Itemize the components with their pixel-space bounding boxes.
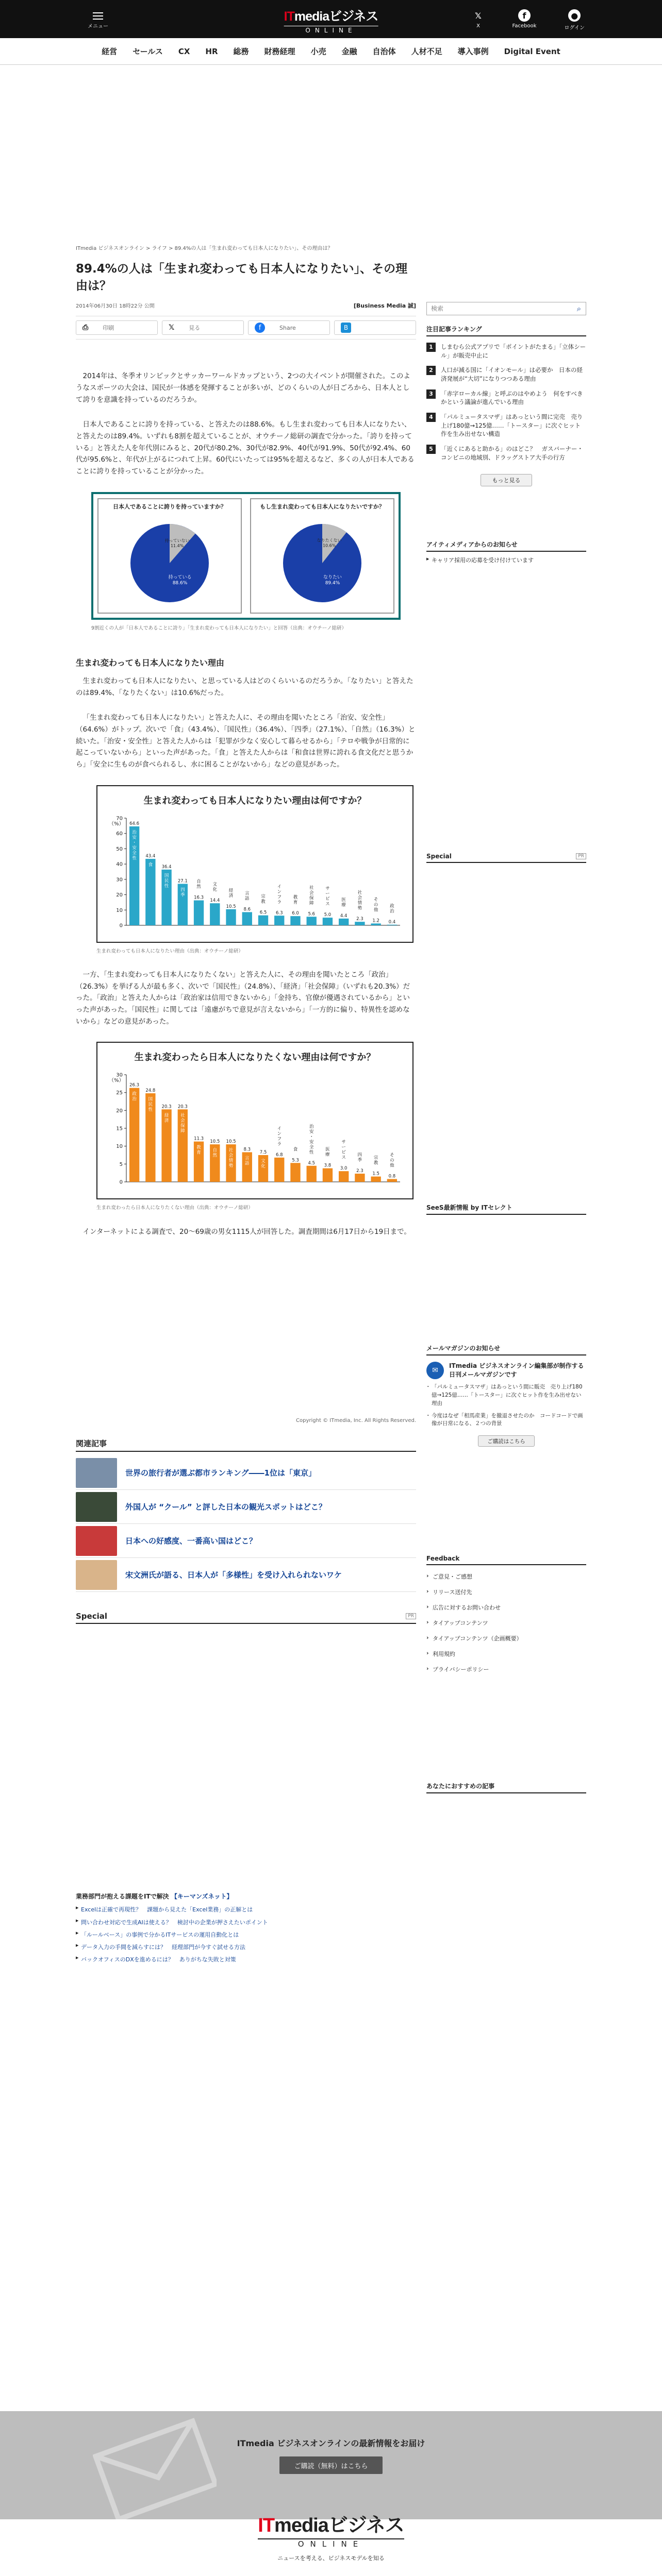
mailmag-entry[interactable]: ・ 「パルミュータスマザ」はあっという間に販売 売り上げ180億→125億……「トースター」に次ぐヒット作を生み出せない理由 — [426, 1383, 586, 1408]
recommend-heading: あなたにおすすめの記事 — [426, 1782, 586, 1793]
pie-question: もし生まれ変わっても日本人になりたいですか？ — [260, 503, 385, 510]
ranking-number: 2 — [426, 366, 436, 375]
ranking-item[interactable] — [426, 343, 586, 360]
feedback-link[interactable]: › リリース送付先 — [426, 1588, 586, 1596]
account-label: ログイン — [564, 25, 585, 31]
chart-title: 生まれ変わったら日本人になりたくない理由は何ですか？ — [134, 1052, 376, 1063]
search-box — [426, 302, 586, 315]
ranking-number: 3 — [426, 389, 436, 399]
ranking-item[interactable] — [426, 389, 586, 406]
category-label: 経済 — [228, 888, 234, 899]
bar — [194, 900, 204, 925]
nav-item[interactable]: HR — [205, 46, 218, 56]
search-icon[interactable]: ⌕ — [576, 304, 582, 313]
ranking-title: しまむら公式アプリで「ポイントがたまる」「立体シール」が販売中止に — [441, 343, 586, 359]
y-tick-label: 50 — [116, 846, 123, 852]
notice-link[interactable]: ▶ キャリア採用の応募を受け付けています — [426, 556, 586, 564]
bar-value-label: 2.3 — [356, 916, 363, 922]
bar-value-label: 3.0 — [340, 1166, 347, 1172]
solution-heading-a: 業務部門が抱える課題をITで解決 — [76, 1893, 169, 1901]
y-tick-label: 30 — [116, 877, 123, 883]
category-label: 言語 — [245, 891, 250, 902]
pie-value-yes: 88.6% — [172, 580, 188, 586]
related-item[interactable] — [76, 1490, 416, 1524]
mailmag-item — [426, 1362, 586, 1379]
x-icon: 𝕏 — [475, 10, 482, 21]
y-tick-label: 70 — [116, 816, 123, 822]
special-heading — [76, 1612, 416, 1624]
mail-band-text: ITmedia ビジネスオンラインの最新情報をお届け — [237, 2438, 425, 2448]
category-label: 社会情勢 — [357, 890, 362, 911]
subscribe-button[interactable]: ご購読（無料）はこちら — [279, 2456, 383, 2474]
sidebar — [426, 65, 586, 1793]
bar — [355, 1174, 365, 1182]
bar-value-label: 20.3 — [161, 1104, 172, 1110]
hatena-share-button[interactable] — [334, 320, 416, 335]
chart-title: 生まれ変わっても日本人になりたい理由は何ですか？ — [143, 795, 367, 806]
bar — [290, 1163, 300, 1182]
nav-item[interactable]: 財務経理 — [264, 47, 295, 56]
bar — [355, 922, 365, 925]
category-label: 文化 — [212, 882, 218, 892]
solution-link[interactable]: ▶ データ入力の手間を減らすには？ 経理部門が今すぐ試せる方法 — [76, 1941, 416, 1954]
footer-logo-area — [0, 2509, 662, 2576]
ranking-heading: 注目記事ランキング — [426, 325, 586, 336]
ranking-number: 1 — [426, 343, 436, 352]
bar-chart-1-svg — [106, 807, 404, 936]
facebook-label: Facebook — [512, 23, 537, 29]
category-label: 社会情勢 — [228, 1148, 234, 1169]
solution-link[interactable]: ▶ 問い合わせ対応で生成AIは使える？ 検討中の企業が押さえたいポイント — [76, 1917, 416, 1929]
bar-value-label: 8.3 — [243, 1147, 251, 1153]
feedback-link[interactable]: › 広告に対するお問い合わせ — [426, 1603, 586, 1612]
pie-chart-svg — [258, 519, 387, 606]
mailmag-heading: メールマガジンのお知らせ — [426, 1344, 586, 1355]
footer-logo-online: ONLINE — [258, 2538, 404, 2549]
share-bar — [76, 316, 416, 340]
negative-paragraphs — [76, 969, 416, 1027]
solution-heading-b: 【キーマンズネット】 — [171, 1893, 233, 1901]
bar-value-label: 8.6 — [243, 907, 251, 912]
bar-value-label: 1.5 — [372, 1171, 379, 1177]
ranking-title: 「近くにあると助かる」のはどこ？ ガスバーナー・コンビニの地域別、ドラッグストア大手の行方 — [441, 445, 583, 461]
site-logo[interactable] — [284, 6, 378, 34]
y-tick-label: 40 — [116, 861, 123, 868]
y-tick-label: 20 — [116, 892, 123, 898]
bar-value-label: 5.6 — [308, 911, 315, 917]
related-thumbnail — [76, 1458, 117, 1488]
sidebar-special-title: Special — [426, 853, 452, 860]
bar-value-label: 4.4 — [340, 913, 347, 919]
survey-paragraph — [76, 1226, 416, 1238]
bar — [290, 916, 300, 925]
bar-chart-2-svg — [106, 1063, 404, 1192]
bar — [145, 859, 155, 925]
category-label: 四季 — [180, 887, 185, 898]
pie-value-yes: 89.4% — [325, 580, 340, 586]
solution-link[interactable]: ▶ 「ルールベース」の事例で分かるITサービスの運用自動化とは — [76, 1929, 416, 1941]
pie-value-no: 10.6% — [322, 543, 336, 548]
feedback-link[interactable]: › ご意見・ご感想 — [426, 1572, 586, 1581]
bar-value-label: 26.3 — [129, 1082, 140, 1088]
pie-value-no: 11.4% — [170, 543, 184, 548]
y-tick-label: 5 — [119, 1162, 123, 1168]
related-title: 外国人が “クール” と評した日本の観光スポットはどこ？ — [125, 1502, 326, 1512]
nav-item[interactable]: Digital Event — [504, 46, 560, 56]
mailmag-list — [426, 1383, 586, 1428]
nav-item[interactable]: 人材不足 — [411, 47, 442, 56]
intro-paragraphs — [76, 370, 416, 477]
body-paragraph: 2014年は、冬季オリンピックとサッカーワールドカップという、2つの大イベントが開催された。このようなスポーツの大会は、国民が一体感を発揮することが多いが、どのくらいの人が日ごろから、日本人として誇りを意識を持っているのだろうか。 — [76, 372, 410, 404]
sidebar-special-heading — [426, 853, 586, 863]
category-label: 教育 — [293, 894, 298, 905]
logo-online: ONLINE — [284, 26, 378, 34]
user-icon: ● — [568, 9, 581, 22]
ranking-title: 「赤字ローカル線」と呼ぶのはやめよう 何をすべきかという議論が進んでいる理由 — [441, 389, 583, 406]
menu-button[interactable] — [88, 10, 108, 29]
category-label: 政治 — [390, 903, 394, 914]
copyright: Copyright © ITmedia, Inc. All Rights Reserved. — [296, 1418, 416, 1424]
more-button[interactable]: もっと見る — [481, 474, 532, 486]
bar-caption-2: 生まれ変わったら日本人になりたくない理由（出典：オウチーノ総研） — [96, 1205, 253, 1211]
nav-item[interactable]: セールス — [133, 47, 163, 56]
category-label: 言語 — [245, 1156, 250, 1166]
bar-figure-2 — [96, 1042, 413, 1211]
pie-caption: 9割近くの人が「日本人であることに誇り」「生まれ変わっても日本人になりたい」と回答（出典：オウチーノ総研） — [91, 625, 347, 631]
related-title: 世界の旅行者が選ぶ都市ランキング――1位は「東京」 — [125, 1468, 316, 1478]
feedback-heading: Feedback — [426, 1555, 586, 1565]
bar — [274, 1158, 284, 1182]
related-title: 宋文洲氏が語る、日本人が「多様性」を受け入れられないワケ — [125, 1570, 342, 1580]
bar — [307, 1166, 317, 1182]
bar — [371, 1177, 380, 1182]
x-share-button[interactable] — [162, 320, 244, 335]
nav-item[interactable]: 金融 — [341, 47, 357, 56]
logo-rest: mediaビジネス — [294, 9, 378, 24]
bar — [339, 919, 349, 925]
category-label: 国民性 — [148, 1097, 153, 1113]
print-label: 印刷 — [103, 325, 114, 332]
bar — [258, 915, 268, 925]
footer-logo-prefix: IT — [258, 2515, 275, 2536]
bar-value-label: 10.5 — [226, 1139, 236, 1145]
pie-chart-box — [91, 492, 401, 620]
category-label: その他 — [390, 1153, 394, 1168]
ranking-item[interactable] — [426, 445, 586, 462]
ranking-title: 「パルミュータスマザ」はあっという間に完売 売り上げ180億→125億……「トースター」に次ぐヒット作を生み出せない構造 — [441, 413, 583, 438]
nav-item[interactable]: 総務 — [233, 47, 249, 56]
category-label: 食 — [293, 1147, 298, 1153]
y-tick-label: 15 — [116, 1126, 123, 1132]
facebook-link[interactable] — [512, 9, 537, 31]
footer-logo-rest: mediaビジネス — [274, 2515, 404, 2536]
facebook-share-label: Share — [279, 324, 296, 331]
bar — [323, 918, 333, 925]
feedback-link[interactable]: › タイアップコンテンツ — [426, 1619, 586, 1627]
pie-figure — [91, 492, 401, 632]
related-item[interactable] — [76, 1558, 416, 1592]
print-icon: ⎙ — [82, 324, 89, 332]
category-label: 経済 — [164, 1113, 169, 1124]
related-thumbnail — [76, 1492, 117, 1522]
mailmag-entry[interactable]: ・ 今度はなぜ「相馬産業」を撤退させたのか コードコードで画像が日常になる、２つの背景 — [426, 1412, 586, 1429]
logo-prefix: IT — [284, 9, 294, 24]
bar-value-label: 6.5 — [259, 910, 267, 916]
category-label: 宗教 — [261, 894, 266, 905]
bar-value-label: 0.4 — [388, 919, 396, 925]
feedback-link[interactable]: › プライバシーポリシー — [426, 1665, 586, 1673]
bar-value-label: 14.4 — [210, 897, 220, 903]
register-button[interactable]: ご購読はこちら — [478, 1435, 535, 1447]
main-column — [76, 65, 416, 1966]
bar — [226, 909, 236, 925]
y-tick-label: 0 — [119, 923, 123, 929]
ranking-title: 人口が減る国に「イオンモール」は必要か 日本の経済発展が“大切”になりつつある理由 — [441, 366, 583, 383]
category-label: その他 — [373, 897, 378, 913]
menu-label: メニュー — [88, 24, 108, 29]
bar — [387, 924, 397, 925]
facebook-icon: f — [518, 9, 531, 22]
hatena-icon: B — [341, 323, 351, 333]
publish-date: 2014年06月30日 18時22分 公開 — [76, 303, 155, 310]
related-thumbnail — [76, 1526, 117, 1556]
y-tick-label: 10 — [116, 1144, 123, 1150]
footer-tagline: ニュースを考える、ビジネスモデルを知る — [277, 2555, 385, 2562]
y-tick-label: 20 — [116, 1108, 123, 1114]
ranking-list — [426, 343, 586, 462]
bar — [242, 912, 252, 925]
article-source: [Business Media 誠] — [353, 302, 416, 310]
pie-label-yes: なりたい — [323, 574, 342, 580]
pie-panel — [97, 498, 242, 614]
x-link[interactable] — [472, 9, 485, 31]
category-label: 社会保障 — [180, 1113, 185, 1134]
footer-logo[interactable] — [258, 2509, 404, 2549]
related-thumbnail — [76, 1560, 117, 1590]
mail-band — [0, 2411, 662, 2519]
bar-value-label: 16.3 — [194, 895, 204, 901]
bar — [129, 1088, 139, 1182]
bar-value-label: 5.0 — [324, 912, 332, 918]
y-tick-label: 25 — [116, 1090, 123, 1096]
category-label: インフラ — [277, 884, 282, 905]
bar-value-label: 7.5 — [259, 1150, 267, 1156]
related-item[interactable] — [76, 1524, 416, 1558]
nav-item[interactable]: 経営 — [102, 47, 118, 56]
ranking-number: 5 — [426, 445, 436, 454]
mailmag-title: ITmedia ビジネスオンライン編集部が制作する日刊メールマガジンです — [449, 1362, 584, 1379]
bar-value-label: 20.3 — [177, 1104, 188, 1110]
solution-heading — [76, 1892, 416, 1901]
bar-value-label: 4.5 — [308, 1161, 315, 1166]
category-label: 治安・安全性 — [132, 829, 137, 861]
hamburger-icon — [93, 12, 103, 20]
sees-heading: SeeS最新情報 by ITセレクト — [426, 1203, 586, 1215]
solution-link[interactable]: ▶ バックオフィスのDXを進めるには？ ありがちな失敗と対策 — [76, 1954, 416, 1966]
related-title: 日本への好感度、一番高い国はどこ？ — [125, 1536, 257, 1546]
bar-value-label: 10.5 — [210, 1139, 220, 1145]
bar-value-label: 27.1 — [177, 878, 188, 884]
category-label: インフラ — [277, 1126, 282, 1147]
top-bar — [0, 0, 662, 38]
bar-value-label: 36.4 — [161, 864, 172, 870]
related-list — [76, 1456, 416, 1592]
bar-chart-1 — [96, 785, 413, 943]
body-paragraph: 「生まれ変わっても日本人になりたい」と答えた人に、その理由を聞いたところ「治安、安全性」（64.6%）がトップ。次いで「食」（43.4%）、「国民性」（36.4%）、「四季」（27.1%）、「自然」（16.3%）と続いた。「治安・安全性」と答えた人からは「犯罪が少なく安心して暮らせるから」「テロや戦争が日常的に起こっていないから」といった声があった。「食」と答えた人からは「和食は世界に誇れる食文化だと思うから」「安全に生ものが食べられるし、水に困ることがないから」などの意見があった。 — [76, 714, 416, 769]
bar-value-label: 0.8 — [388, 1174, 396, 1179]
bar-value-label: 3.8 — [324, 1163, 332, 1168]
special-title: Special — [76, 1612, 108, 1621]
article-meta — [76, 301, 416, 310]
category-label: 四季 — [357, 1153, 362, 1163]
bar-value-label: 2.3 — [356, 1168, 363, 1174]
article-title: 89.4%の人は「生まれ変わっても日本人になりたい」、その理由は？ — [76, 262, 408, 293]
category-label: 自然 — [196, 879, 201, 890]
bar-value-label: 1.2 — [372, 918, 379, 924]
bar-value-label: 6.3 — [275, 910, 283, 916]
y-tick-label: 30 — [116, 1072, 123, 1078]
bar-value-label: 11.3 — [194, 1136, 204, 1142]
bar-chart-2 — [96, 1042, 413, 1199]
x-icon: 𝕏 — [169, 324, 175, 332]
bar — [210, 903, 220, 925]
ranking-item[interactable] — [426, 413, 586, 438]
mail-icon: ✉ — [426, 1362, 444, 1379]
bar — [371, 923, 380, 925]
solution-link[interactable]: ▶ Excelは正確で再現性？ 課題から見えた「Excel業務」の正解とは — [76, 1904, 416, 1916]
category-label: 自然 — [212, 1148, 218, 1159]
related-item[interactable] — [76, 1456, 416, 1490]
bar-value-label: 43.4 — [145, 853, 156, 859]
category-label: 宗教 — [373, 1155, 378, 1166]
facebook-icon: f — [255, 323, 265, 333]
bar-value-label: 10.5 — [226, 904, 236, 909]
body-paragraph: 一方、「生まれ変わっても日本人になりたくない」と答えた人に、その理由を聞いたところ「政治」（26.3%）を挙げる人が最も多く、次いで「国民性」（24.8%）、「経済」「社会保障」（いずれも20.3%）だった。「政治」と答えた人からは「政治家は信用できないから」「金持ち、官僚が優遇されているから」といった声があった。「国民性」に関しては「遠慮がちで意見が言えないから」「一方的に偏り、特異性を認めないから」などの意見があった。 — [76, 970, 410, 1026]
print-button[interactable] — [76, 320, 158, 335]
envelope-icon — [93, 2411, 217, 2519]
facebook-share-button[interactable] — [248, 320, 330, 335]
ranking-item[interactable] — [426, 366, 586, 383]
feedback-link[interactable]: › タイアップコンテンツ（企画概要） — [426, 1634, 586, 1642]
category-label: サービス — [325, 886, 330, 907]
bar — [307, 917, 317, 925]
category-label: 社会保障 — [309, 885, 314, 906]
solution-list — [76, 1904, 416, 1966]
bar-value-label: 24.8 — [145, 1088, 156, 1094]
pr-badge: PR — [576, 853, 586, 859]
section-heading: 生まれ変わっても日本人になりたい理由 — [76, 657, 224, 668]
bar-value-label: 5.3 — [292, 1158, 299, 1163]
nav-item[interactable]: 自治体 — [372, 47, 396, 56]
related-heading: 関連記事 — [76, 1438, 416, 1452]
pr-badge: PR — [406, 1613, 416, 1619]
feedback-list — [426, 1572, 586, 1673]
y-axis-label: （%） — [109, 821, 124, 827]
category-label: 食 — [148, 862, 153, 868]
category-label: 政治 — [132, 1091, 137, 1102]
bar — [387, 1179, 397, 1182]
y-tick-label: 10 — [116, 907, 123, 913]
y-tick-label: 0 — [119, 1179, 123, 1185]
bar — [323, 1168, 333, 1182]
pie-label-no: なりたくない — [317, 538, 342, 543]
nav-item[interactable]: 小売 — [310, 47, 326, 56]
bar-caption-1: 生まれ変わっても日本人になりたい理由（出典：オウチーノ総研） — [96, 948, 243, 954]
nav-item[interactable]: 導入事例 — [457, 47, 489, 56]
x-label: X — [476, 23, 480, 29]
body-paragraph: 日本人であることに誇りを持っている、と答えたのは88.6%。もし生まれ変わっても日本人になりたい、と答えたのは89.4%。いずれも8割を超えていることが、オウチーノ総研の調査で分かった。「誇りを持っている」と答えた人を年代別にみると、20代が80.2%、30代が82.9%、40代が91.9%、50代が92.4%、60代が95.6%と、年代が上がるにつれて上昇。60代にいたっては95%を超えるなど、多くの人が日本人であることに誇りを持っていることが分かった。 — [76, 420, 415, 476]
breadcrumb[interactable]: ITmedia ビジネスオンライン > ライフ > 89.4%の人は「生まれ変わっても日本人になりたい」、その理由は？ — [76, 246, 333, 251]
bar-value-label: 6.8 — [275, 1153, 283, 1158]
bar — [339, 1172, 349, 1182]
bar-figure-1 — [96, 785, 413, 955]
notice-heading: アイティメディアからのお知らせ — [426, 540, 586, 552]
reasons-paragraphs — [76, 675, 416, 771]
category-label: 治安・安全性 — [309, 1124, 314, 1156]
pie-chart-svg — [105, 519, 234, 606]
x-share-label: 見る — [189, 325, 201, 332]
nav-item[interactable]: CX — [178, 46, 190, 56]
pie-label-yes: 持っている — [168, 574, 192, 580]
category-label: サービス — [341, 1140, 346, 1161]
body-paragraph: インターネットによる調査で、20〜69歳の男女1115人が回答した。調査期間は6月17日から19日まで。 — [82, 1227, 411, 1236]
pie-panel — [250, 498, 394, 614]
pie-label-no: 持っていない — [164, 538, 190, 543]
category-label: 医療 — [325, 1147, 330, 1158]
category-label: 国民性 — [164, 873, 169, 889]
bar-value-label: 6.0 — [292, 910, 299, 916]
y-tick-label: 60 — [116, 831, 123, 837]
category-label: 教育 — [196, 1145, 201, 1156]
solution-block — [76, 1892, 416, 1966]
body-paragraph: 生まれ変わっても日本人になりたい、と思っている人はどのくらいいるのだろうか。「なりたい」と答えたのは89.4%、「なりたくない」は10.6%だった。 — [76, 676, 413, 697]
feedback-link[interactable]: › 利用規約 — [426, 1650, 586, 1658]
ranking-number: 4 — [426, 413, 436, 422]
category-label: 医療 — [341, 897, 346, 908]
account-link[interactable] — [565, 9, 585, 31]
pie-question: 日本人であることに誇りを持っていますか？ — [113, 503, 226, 510]
bar-value-label: 64.6 — [129, 821, 140, 826]
bar — [274, 916, 284, 925]
search-input[interactable] — [427, 302, 572, 315]
category-nav — [0, 38, 662, 65]
category-label: 文化 — [261, 1159, 266, 1170]
top-icons — [472, 9, 585, 31]
y-axis-label: （%） — [109, 1078, 124, 1084]
